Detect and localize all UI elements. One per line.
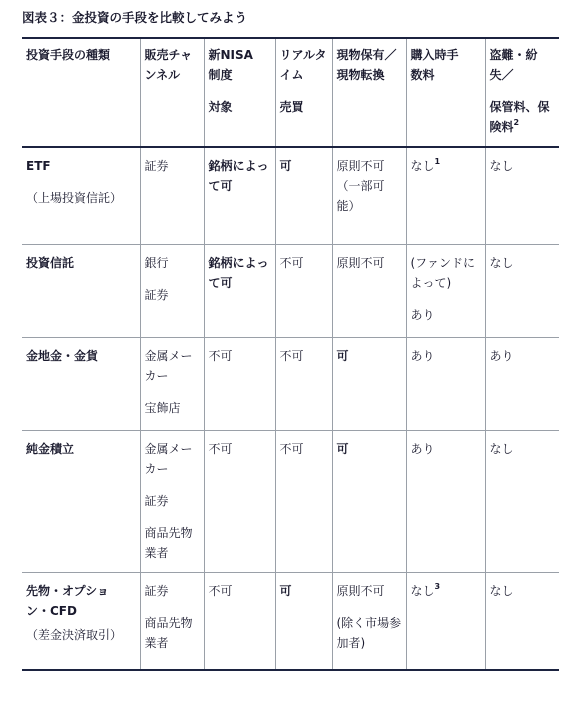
- cell-physical: 原則不可 (除く市場参 加者): [332, 573, 406, 671]
- comparison-table: [22, 37, 559, 671]
- cell-type: 純金積立: [26, 442, 75, 456]
- cell-fee: あり: [406, 338, 485, 431]
- cell-physical: 可: [332, 338, 406, 431]
- figure-title: 図表３：金投資の手段を比較してみよう: [22, 10, 248, 25]
- cell-type: 投資信託: [26, 256, 75, 270]
- cell-fee: (ファンドに よって) あり: [406, 245, 485, 338]
- table-row: [22, 573, 559, 671]
- header-theft-storage: 盗難・紛 失／ 保管料、保 険料$^2$: [485, 38, 559, 147]
- cell-channel: 証券: [140, 147, 204, 245]
- cell-theft: なし: [485, 245, 559, 338]
- cell-nisa: 不可: [204, 338, 275, 431]
- cell-realtime: 不可: [275, 245, 332, 338]
- cell-physical: 原則不可: [332, 245, 406, 338]
- table-header-row: [22, 38, 559, 147]
- cell-type: 金地金・金貨: [26, 349, 99, 363]
- cell-nisa: 不可: [204, 573, 275, 671]
- cell-type: 先物・オプショ ン・CFD （差金決済取引）: [26, 584, 123, 642]
- table-row: [22, 431, 559, 573]
- cell-physical: 可: [332, 431, 406, 573]
- cell-nisa: 銘柄によっ て可: [204, 147, 275, 245]
- cell-realtime: 可: [275, 573, 332, 671]
- cell-realtime: 不可: [275, 431, 332, 573]
- header-sales-channel: 販売チャ ンネル: [140, 38, 204, 147]
- cell-physical: 原則不可 （一部可 能）: [332, 147, 406, 245]
- cell-fee: あり: [406, 431, 485, 573]
- cell-channel: 銀行 証券: [140, 245, 204, 338]
- cell-theft: なし: [485, 573, 559, 671]
- cell-realtime: 可: [275, 147, 332, 245]
- cell-theft: なし: [485, 147, 559, 245]
- header-realtime: リアルタ イム 売買: [275, 38, 332, 147]
- header-physical: 現物保有／ 現物転換: [332, 38, 406, 147]
- cell-type: ETF （上場投資信託）: [26, 159, 123, 205]
- cell-channel: 金属メー カー 宝飾店: [140, 338, 204, 431]
- header-purchase-fee: 購入時手 数料: [406, 38, 485, 147]
- table-row: [22, 245, 559, 338]
- cell-theft: なし: [485, 431, 559, 573]
- cell-channel: 証券 商品先物 業者: [140, 573, 204, 671]
- header-investment-type: 投資手段の種類: [26, 48, 111, 62]
- cell-channel: 金属メー カー 証券 商品先物 業者: [140, 431, 204, 573]
- cell-nisa: 不可: [204, 431, 275, 573]
- cell-theft: あり: [485, 338, 559, 431]
- cell-fee: なし$^3$: [406, 573, 485, 671]
- table-row: [22, 338, 559, 431]
- cell-fee: なし$^1$: [406, 147, 485, 245]
- cell-nisa: 銘柄によっ て可: [204, 245, 275, 338]
- cell-realtime: 不可: [275, 338, 332, 431]
- header-nisa: 新NISA 制度 対象: [204, 38, 275, 147]
- table-row: [22, 147, 559, 245]
